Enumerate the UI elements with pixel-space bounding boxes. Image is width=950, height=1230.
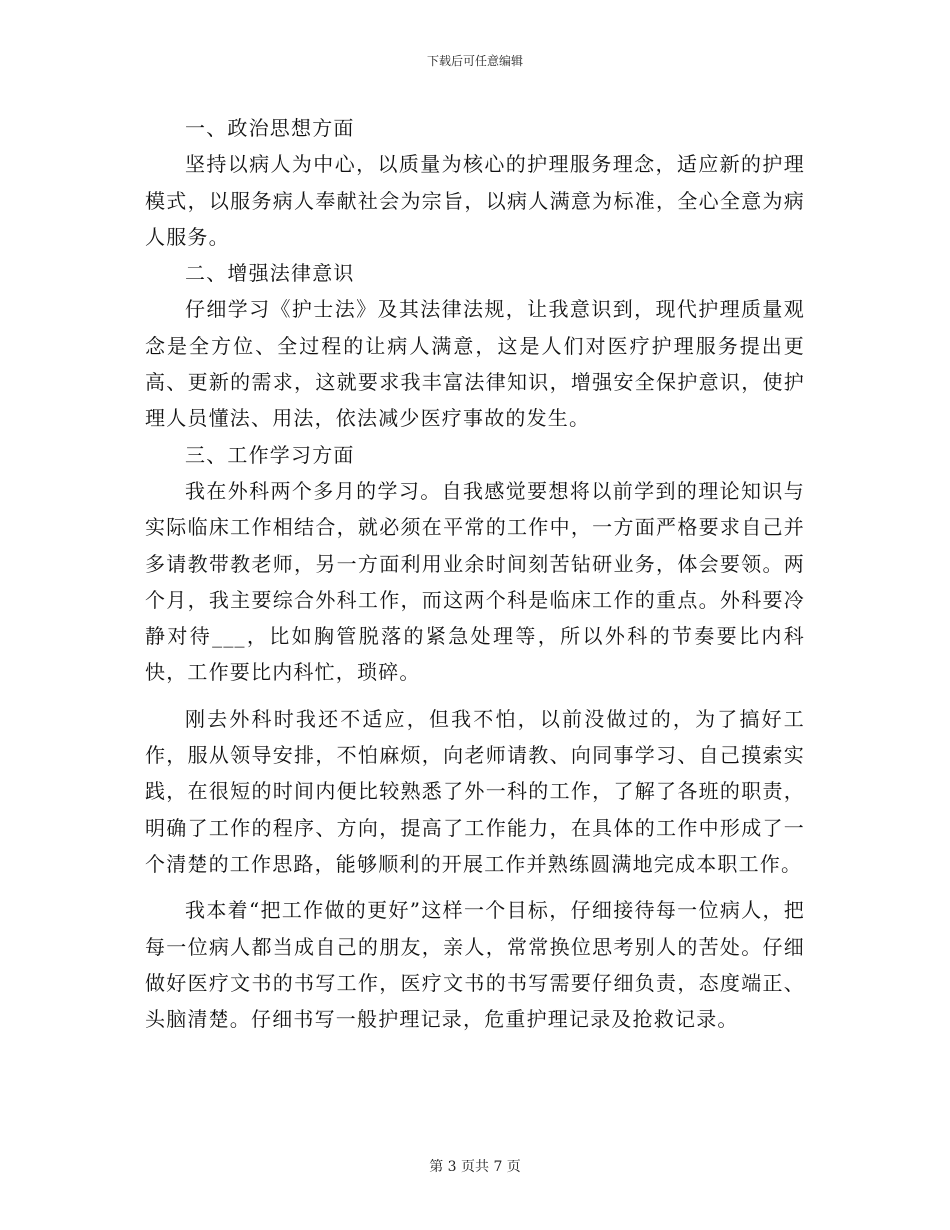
- paragraph-political: 坚持以病人为中心，以质量为核心的护理服务理念，适应新的护理模式，以服务病人奉献社会为宗旨，以病人满意为标准，全心全意为病人服务。: [145, 152, 805, 249]
- document-body: [145, 110, 805, 1037]
- section-heading-work-study: 三、工作学习方面: [185, 442, 355, 467]
- paragraph-patient-care: 我本着“把工作做的更好”这样一个目标，仔细接待每一位病人，把每一位病人都当成自己的朋友，亲人，常常换位思考别人的苦处。仔细做好医疗文书的书写工作，医疗文书的书写需要仔细负责，态度端正、头脑清楚。仔细书写一般护理记录，危重护理记录及抢救记录。: [145, 898, 805, 1032]
- page-number: 第 3 页共 7 页: [429, 1159, 521, 1175]
- page-header: 下载后可任意编辑: [426, 54, 523, 68]
- section-heading-legal: 二、增强法律意识: [185, 261, 355, 286]
- paragraph-surgery-start: 刚去外科时我还不适应，但我不怕，以前没做过的，为了搞好工作，服从领导安排，不怕麻烦，向老师请教、向同事学习、自己摸索实践，在很短的时间内便比较熟悉了外一科的工作，了解了各班的职责，明确了工作的程序、方向，提高了工作能力，在具体的工作中形成了一个清楚的工作思路，能够顺利的开展工作并熟练圆满地完成本职工作。: [145, 706, 805, 876]
- paragraph-work-study: 我在外科两个多月的学习。自我感觉要想将以前学到的理论知识与实际临床工作相结合，就必须在平常的工作中，一方面严格要求自己并多请教带教老师，另一方面利用业余时间刻苦钻研业务，体会要领。两个月，我主要综合外科工作，而这两个科是临床工作的重点。外科要冷静对待___，比如胸管脱落的紧急处理等，所以外科的节奏要比内科快，工作要比内科忙，琐碎。: [145, 478, 805, 685]
- paragraph-legal: 仔细学习《护士法》及其法律法规，让我意识到，现代护理质量观念是全方位、全过程的让病人满意，这是人们对医疗护理服务提出更高、更新的需求，这就要求我丰富法律知识，增强安全保护意识，使护理人员懂法、用法，依法减少医疗事故的发生。: [145, 297, 805, 431]
- section-heading-political: 一、政治思想方面: [185, 116, 355, 140]
